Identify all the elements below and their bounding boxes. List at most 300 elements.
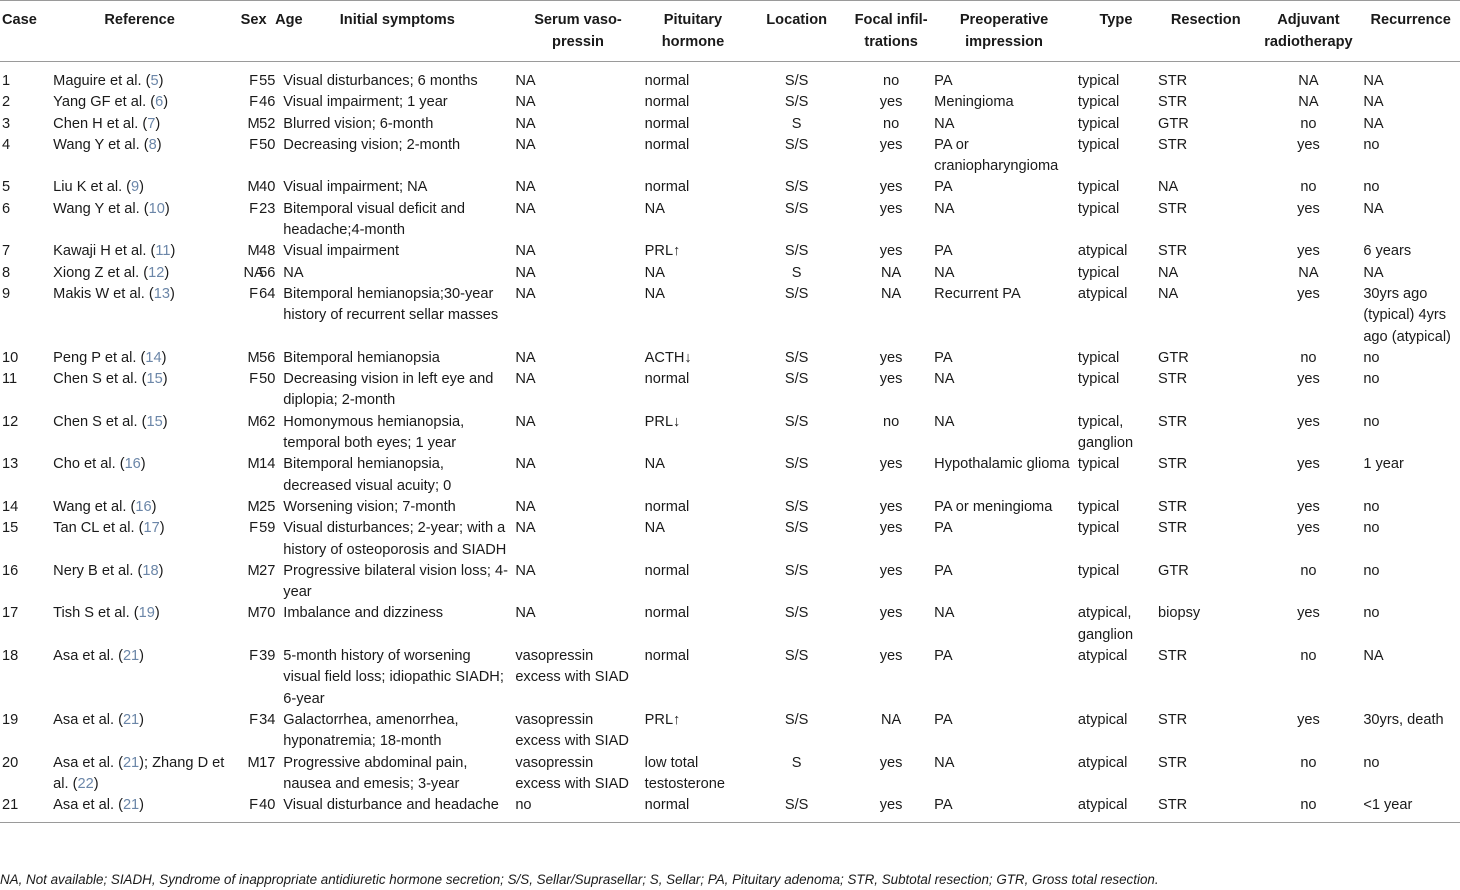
reference-text: ) xyxy=(156,136,162,153)
cell-symptoms: Visual impairment xyxy=(283,243,399,260)
cell-focal: NA xyxy=(880,285,902,302)
reference-text: Liu K et al. ( xyxy=(53,179,132,196)
cell-type: typical xyxy=(1077,456,1120,473)
cell-age xyxy=(259,241,281,262)
table-row xyxy=(0,753,1460,796)
cell-reference xyxy=(45,497,234,518)
header-row xyxy=(0,1,1460,62)
cell-recurrence: no xyxy=(1363,605,1380,622)
cell-age xyxy=(259,284,281,348)
cell-recurrence: no xyxy=(1363,179,1380,196)
header-symptoms: Initial symptoms xyxy=(281,1,513,62)
reference-number-link[interactable]: 16 xyxy=(135,498,152,515)
cell-recurrence: NA xyxy=(1363,115,1384,132)
cell-location: S/S xyxy=(784,605,809,622)
cell-location: S/S xyxy=(784,285,809,302)
reference-text: Tan CL et al. ( xyxy=(53,520,144,537)
cell-radiotherapy: NA xyxy=(1298,73,1319,89)
cell-recurrence: no xyxy=(1363,136,1380,153)
cell-resection: STR xyxy=(1157,243,1188,260)
cell-radiotherapy: yes xyxy=(1297,285,1320,302)
header-resection: Resection xyxy=(1156,1,1256,62)
cell-age xyxy=(259,454,281,497)
reference-text: ) xyxy=(170,243,176,260)
cell-symptoms: Worsening vision; 7-month xyxy=(283,498,456,515)
cell-hormone: normal xyxy=(644,498,690,515)
reference-text: Kawaji H et al. ( xyxy=(53,243,156,260)
cell-focal: no xyxy=(882,115,900,132)
cell-vasopressin: NA xyxy=(515,179,536,196)
cell-location: S/S xyxy=(784,179,809,196)
cell-case: 13 xyxy=(2,456,19,473)
cell-sex: F xyxy=(249,648,259,665)
reference-text: Chen S et al. ( xyxy=(53,413,147,430)
table-row xyxy=(0,348,1460,369)
cell-vasopressin: vasopressin excess with SIAD xyxy=(515,648,629,686)
reference-number-link[interactable]: 8 xyxy=(148,136,157,153)
cell-location: S/S xyxy=(784,520,809,537)
cell-focal: yes xyxy=(879,136,903,153)
reference-text: ) xyxy=(161,349,167,366)
cell-impression: PA xyxy=(934,520,953,537)
cell-recurrence: 30yrs ago (typical) 4yrs ago (atypical) xyxy=(1363,285,1451,345)
table-row xyxy=(0,454,1460,497)
cell-recurrence: 1 year xyxy=(1363,456,1404,473)
cell-recurrence: no xyxy=(1363,498,1380,515)
cell-location: S xyxy=(791,754,802,771)
reference-text: ) xyxy=(139,648,145,665)
cell-reference xyxy=(45,753,234,796)
cell-location: S/S xyxy=(784,498,809,515)
cell-impression: NA xyxy=(934,115,955,132)
reference-text: Maguire et al. ( xyxy=(53,73,151,89)
cell-case: 16 xyxy=(2,562,19,579)
cell-location: S/S xyxy=(784,371,809,388)
cell-type: typical, ganglion xyxy=(1077,413,1134,452)
cell-symptoms: Bitemporal visual deficit and headache;4-month xyxy=(283,200,465,239)
age-value: 23 xyxy=(259,200,276,217)
cell-reference xyxy=(45,92,234,113)
header-hormone: Pituitary hormone xyxy=(643,1,744,62)
reference-text: Wang Y et al. ( xyxy=(53,136,149,153)
table-row xyxy=(0,241,1460,262)
cell-impression: PA xyxy=(934,73,953,89)
cell-vasopressin: NA xyxy=(515,73,536,89)
cell-symptoms: Bitemporal hemianopsia;30-year history of recurrent sellar masses xyxy=(283,285,499,324)
reference-number-link[interactable]: 10 xyxy=(148,200,165,217)
reference-text: Wang Y et al. ( xyxy=(53,200,149,217)
reference-number-link[interactable]: 21 xyxy=(122,754,140,771)
cell-reference xyxy=(45,199,234,242)
table-row xyxy=(0,263,1460,284)
cell-impression: Recurrent PA xyxy=(934,285,1021,302)
cell-location: S/S xyxy=(784,136,809,153)
table-row xyxy=(0,561,1460,604)
age-value: 62 xyxy=(259,413,276,430)
cell-hormone: NA xyxy=(644,520,665,537)
reference-number-link[interactable]: 7 xyxy=(147,115,156,132)
reference-number-link[interactable]: 11 xyxy=(155,243,171,260)
table-row xyxy=(0,412,1460,455)
header-case: Case xyxy=(0,1,45,62)
cell-sex: M xyxy=(247,349,260,366)
reference-text: ) xyxy=(164,264,170,281)
cell-type: atypical xyxy=(1077,285,1128,302)
age-value: 39 xyxy=(259,648,276,665)
cell-resection: NA xyxy=(1157,285,1179,302)
cell-reference xyxy=(45,561,234,604)
cell-reference xyxy=(45,284,234,348)
cell-sex: F xyxy=(249,200,259,217)
cell-impression: PA xyxy=(934,349,953,366)
cell-hormone: normal xyxy=(644,179,690,196)
cell-radiotherapy: yes xyxy=(1297,136,1320,153)
cell-sex: M xyxy=(247,754,260,771)
table-row xyxy=(0,603,1460,646)
header-age: Age xyxy=(273,1,281,62)
reference-text: Xiong Z et al. ( xyxy=(53,264,149,281)
cell-focal: yes xyxy=(879,498,903,515)
reference-text: Yang GF et al. ( xyxy=(53,94,156,111)
cell-vasopressin: NA xyxy=(515,605,536,622)
cell-vasopressin: NA xyxy=(515,498,536,515)
cell-symptoms: Decreasing vision in left eye and diplopia; 2-month xyxy=(283,371,494,409)
cell-symptoms: Blurred vision; 6-month xyxy=(283,115,434,132)
cell-resection: STR xyxy=(1157,371,1188,388)
cell-age xyxy=(259,62,281,93)
reference-number-link[interactable]: 21 xyxy=(122,797,140,814)
cell-hormone: normal xyxy=(644,562,690,579)
cell-age xyxy=(259,348,281,369)
reference-number-link[interactable]: 21 xyxy=(122,711,140,728)
cell-reference xyxy=(45,114,234,135)
cell-sex: F xyxy=(249,371,259,388)
cell-type: atypical xyxy=(1077,711,1128,728)
cell-case: 21 xyxy=(0,795,45,823)
cell-impression: NA xyxy=(934,605,955,622)
cell-symptoms: 5-month history of worsening visual field loss; idiopathic SIADH; 6-year xyxy=(283,648,504,707)
cell-impression: NA xyxy=(934,413,955,430)
cell-focal: no xyxy=(882,73,900,89)
cell-sex: F xyxy=(249,94,259,111)
cell-impression: NA xyxy=(934,371,955,388)
age-value: 46 xyxy=(259,94,276,111)
cell-focal: yes xyxy=(879,562,903,579)
cell-type: atypical xyxy=(1077,648,1128,665)
age-value: 17 xyxy=(259,754,276,771)
table-row xyxy=(0,518,1460,561)
cell-vasopressin: NA xyxy=(515,562,536,579)
cell-age xyxy=(259,369,281,412)
reference-number-link[interactable]: 17 xyxy=(143,520,160,537)
cell-sex: F xyxy=(249,285,259,302)
cell-type: typical xyxy=(1077,562,1120,579)
cell-case: 7 xyxy=(2,243,11,260)
cell-case: 10 xyxy=(2,349,19,366)
cell-recurrence: NA xyxy=(1363,200,1384,217)
cell-age xyxy=(259,561,281,604)
reference-number-link[interactable]: 13 xyxy=(153,285,170,302)
cell-resection: STR xyxy=(1157,413,1188,430)
cell-resection: NA xyxy=(1157,179,1179,196)
cell-symptoms: Bitemporal hemianopsia xyxy=(283,349,440,366)
cell-resection: biopsy xyxy=(1157,605,1201,622)
header-radiotherapy: Adjuvant radiotherapy xyxy=(1256,1,1362,62)
reference-text: ) xyxy=(164,200,170,217)
cell-type: atypical, ganglion xyxy=(1077,605,1134,643)
cell-vasopressin: NA xyxy=(515,200,536,217)
cell-impression: PA xyxy=(934,711,953,728)
cell-age xyxy=(259,92,281,113)
cell-symptoms: Visual disturbances; 2-year; with a history of osteoporosis and SIADH xyxy=(283,520,507,558)
reference-number-link[interactable]: 15 xyxy=(146,413,163,430)
cell-focal: yes xyxy=(879,243,903,260)
cell-case: 9 xyxy=(2,285,11,302)
cell-reference xyxy=(45,348,234,369)
reference-text: Nery B et al. ( xyxy=(53,562,143,579)
cell-reference xyxy=(45,369,234,412)
cell-recurrence: NA xyxy=(1363,73,1384,89)
table-row xyxy=(0,369,1460,412)
cell-case: 3 xyxy=(2,115,11,132)
cell-resection: STR xyxy=(1157,648,1188,665)
cell-type: atypical xyxy=(1076,795,1156,823)
cell-location: S xyxy=(791,115,802,132)
reference-text: ) xyxy=(139,179,145,196)
cell-hormone: PRL↑ xyxy=(644,243,681,260)
cell-type: typical xyxy=(1077,136,1120,153)
cell-hormone: normal xyxy=(644,605,690,622)
cell-hormone: low total testosterone xyxy=(644,754,725,792)
reference-text: Chen H et al. ( xyxy=(53,115,148,132)
reference-text: Cho et al. ( xyxy=(53,456,125,473)
cell-case: 20 xyxy=(2,754,19,771)
cell-vasopressin: NA xyxy=(515,94,536,111)
cell-radiotherapy: no xyxy=(1300,115,1317,132)
cell-vasopressin: NA xyxy=(515,371,536,388)
cell-radiotherapy: no xyxy=(1300,562,1317,579)
cell-vasopressin: NA xyxy=(515,520,536,537)
reference-number-link[interactable]: 19 xyxy=(138,605,155,622)
cell-case: 17 xyxy=(2,605,19,622)
cell-reference xyxy=(45,454,234,497)
reference-text: ) xyxy=(154,605,160,622)
cell-sex: M xyxy=(247,605,260,622)
reference-text: Peng P et al. ( xyxy=(53,349,146,366)
cell-resection: STR xyxy=(1157,200,1188,217)
cell-radiotherapy: yes xyxy=(1297,498,1320,515)
header-location: Location xyxy=(743,1,850,62)
age-value: 55 xyxy=(259,73,276,89)
header-focal: Focal infil-trations xyxy=(850,1,932,62)
cell-focal: yes xyxy=(879,605,903,622)
cell-impression: NA xyxy=(934,200,955,217)
cell-reference xyxy=(45,518,234,561)
cell-sex: NA xyxy=(243,264,264,281)
cell-vasopressin: vasopressin excess with SIAD xyxy=(515,754,629,792)
age-value: 56 xyxy=(259,349,276,366)
cell-recurrence: no xyxy=(1363,349,1380,366)
cell-vasopressin: vasopressin excess with SIAD xyxy=(515,711,629,750)
age-value: 64 xyxy=(259,285,276,302)
cell-age xyxy=(259,412,281,455)
cell-age xyxy=(259,795,281,823)
cell-age xyxy=(259,497,281,518)
cell-radiotherapy: yes xyxy=(1297,456,1320,473)
cell-location: S/S xyxy=(784,711,809,728)
reference-text: Asa et al. ( xyxy=(53,754,123,771)
cell-vasopressin: NA xyxy=(515,285,536,302)
cell-symptoms: Decreasing vision; 2-month xyxy=(283,136,461,153)
cell-recurrence: NA xyxy=(1363,94,1384,111)
cell-vasopressin: NA xyxy=(515,349,536,366)
cell-reference xyxy=(45,795,234,823)
reference-number-link[interactable]: 18 xyxy=(142,562,159,579)
cell-impression: PA xyxy=(934,243,953,260)
age-value: 48 xyxy=(259,243,276,260)
cell-type: typical xyxy=(1077,179,1120,196)
age-value: 40 xyxy=(259,797,276,814)
cell-radiotherapy: yes xyxy=(1297,371,1320,388)
cell-age xyxy=(259,263,281,284)
cell-vasopressin: NA xyxy=(515,243,536,260)
cell-case: 18 xyxy=(2,648,19,665)
cell-focal: yes xyxy=(879,179,903,196)
cell-radiotherapy: no xyxy=(1300,179,1317,196)
cell-case: 14 xyxy=(2,498,19,515)
cell-focal: yes xyxy=(879,456,903,473)
cell-sex: F xyxy=(234,795,273,823)
reference-text: ) xyxy=(158,562,164,579)
cell-symptoms: Progressive abdominal pain, nausea and emesis; 3-year xyxy=(283,754,468,792)
cell-vasopressin: NA xyxy=(515,115,536,132)
table-row xyxy=(0,646,1460,710)
age-value: 14 xyxy=(259,456,276,473)
cell-resection: STR xyxy=(1157,520,1188,537)
cell-impression: Meningioma xyxy=(934,94,1014,111)
cell-vasopressin: NA xyxy=(515,413,536,430)
cell-impression: PA or meningioma xyxy=(934,498,1053,515)
cell-hormone: normal xyxy=(643,795,744,823)
age-value: 56 xyxy=(259,264,276,281)
reference-number-link[interactable]: 15 xyxy=(146,371,163,388)
cell-radiotherapy: NA xyxy=(1298,264,1319,281)
reference-number-link[interactable]: 12 xyxy=(148,264,165,281)
cell-recurrence: no xyxy=(1363,413,1380,430)
cell-vasopressin: no xyxy=(513,795,642,823)
reference-number-link[interactable]: 21 xyxy=(122,648,140,665)
table-body xyxy=(0,62,1460,823)
table-row xyxy=(0,710,1460,753)
cell-radiotherapy: no xyxy=(1300,754,1317,771)
cell-recurrence: NA xyxy=(1363,648,1384,665)
cell-age xyxy=(259,603,281,646)
cell-resection: STR xyxy=(1157,136,1188,153)
cell-case: 12 xyxy=(2,413,19,430)
cell-radiotherapy: yes xyxy=(1297,605,1320,622)
reference-text: ) xyxy=(162,371,168,388)
cell-focal: yes xyxy=(879,200,903,217)
cell-sex: M xyxy=(247,179,260,196)
cell-symptoms: Visual impairment; NA xyxy=(283,179,428,196)
cell-location: S/S xyxy=(784,243,809,260)
cell-hormone: normal xyxy=(644,371,690,388)
cell-symptoms: Progressive bilateral vision loss; 4-year xyxy=(283,562,508,601)
reference-number-link[interactable]: 6 xyxy=(155,94,164,111)
cell-type: typical xyxy=(1077,264,1120,281)
cell-focal: yes xyxy=(850,795,932,823)
cell-recurrence: no xyxy=(1363,371,1380,388)
cell-sex: M xyxy=(247,562,260,579)
cell-resection: NA xyxy=(1157,264,1179,281)
cell-symptoms: Visual impairment; 1 year xyxy=(283,94,448,111)
cell-type: typical xyxy=(1077,349,1120,366)
cell-radiotherapy: yes xyxy=(1297,243,1320,260)
header-sex: Sex xyxy=(234,1,273,62)
cell-recurrence: 6 years xyxy=(1363,243,1412,260)
cell-case: 19 xyxy=(2,711,19,728)
reference-number-link[interactable]: 9 xyxy=(131,179,140,196)
table-row xyxy=(0,62,1460,93)
cell-hormone: PRL↑ xyxy=(644,711,681,728)
cell-sex: M xyxy=(247,115,260,132)
cell-impression: PA xyxy=(934,648,953,665)
cell-case: 2 xyxy=(2,94,11,111)
reference-text: ) xyxy=(159,520,165,537)
reference-text: Asa et al. ( xyxy=(53,797,123,814)
reference-text: Chen S et al. ( xyxy=(53,371,147,388)
cell-case: 11 xyxy=(2,371,18,388)
cell-recurrence: no xyxy=(1363,562,1380,579)
header-reference: Reference xyxy=(45,1,234,62)
reference-text: ) xyxy=(163,94,169,111)
age-value: 50 xyxy=(259,371,276,388)
cell-hormone: normal xyxy=(644,136,690,153)
reference-number-link[interactable]: 14 xyxy=(145,349,162,366)
cell-symptoms: Bitemporal hemianopsia, decreased visual acuity; 0 xyxy=(283,456,452,494)
cell-type: typical xyxy=(1077,498,1120,515)
cell-location: S/S xyxy=(784,200,809,217)
age-value: 52 xyxy=(259,115,276,132)
reference-text: ) xyxy=(169,285,175,302)
reference-number-link[interactable]: 16 xyxy=(124,456,141,473)
cell-location: S/S xyxy=(784,73,809,89)
cell-symptoms: Imbalance and dizziness xyxy=(283,605,444,622)
cell-sex: F xyxy=(249,73,259,89)
reference-text: ) xyxy=(93,775,99,792)
reference-text: ) xyxy=(139,797,145,814)
reference-number-link[interactable]: 22 xyxy=(77,775,94,792)
age-value: 40 xyxy=(259,179,276,196)
cell-resection: STR xyxy=(1157,456,1188,473)
cell-case: 6 xyxy=(2,200,11,217)
cell-type: typical xyxy=(1077,94,1120,111)
cell-location: S/S xyxy=(784,562,809,579)
cell-sex: M xyxy=(247,498,260,515)
cell-location: S/S xyxy=(784,94,809,111)
cell-recurrence: 30yrs, death xyxy=(1363,711,1444,728)
cell-impression: PA or craniopharyngioma xyxy=(934,136,1059,175)
reference-text: ) xyxy=(139,711,145,728)
cell-impression: PA xyxy=(934,562,953,579)
reference-number-link[interactable]: 5 xyxy=(150,73,159,89)
cell-resection: STR xyxy=(1157,73,1188,89)
cell-reference xyxy=(45,241,234,262)
cell-recurrence: NA xyxy=(1363,264,1384,281)
cell-reference xyxy=(45,603,234,646)
reference-text: ) xyxy=(162,413,168,430)
cell-type: typical xyxy=(1077,73,1120,89)
